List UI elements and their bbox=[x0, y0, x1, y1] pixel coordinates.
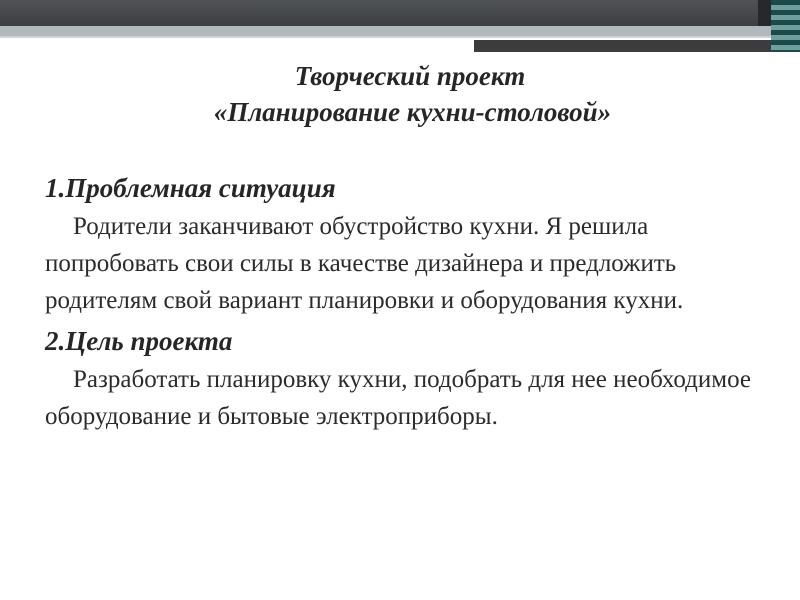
accent-bar bbox=[474, 40, 771, 52]
section-2-heading: 2.Цель проекта bbox=[45, 326, 233, 356]
accent-striped-block bbox=[771, 0, 800, 52]
title-line-1: Творческий проект bbox=[294, 61, 526, 91]
top-decor-band bbox=[0, 0, 800, 26]
section-2-text: Разработать планировку кухни, подобрать для нее необходимое оборудование и бытовые электроприборы. bbox=[45, 366, 752, 430]
slide-title bbox=[0, 58, 800, 130]
slide-body bbox=[45, 170, 765, 439]
section-1-text: Родители заканчивают обустройство кухни. Я решила попробовать свои силы в качестве дизайнера и предложить родителям свой вариант планировки и оборудования кухни. bbox=[45, 213, 684, 314]
accent-dark-block bbox=[758, 0, 771, 26]
top-decor-line bbox=[0, 36, 800, 38]
top-decor-band-light bbox=[0, 26, 800, 36]
section-1-heading: 1.Проблемная ситуация bbox=[45, 173, 336, 203]
title-line-2: «Планирование кухни-столовой» bbox=[213, 97, 612, 127]
